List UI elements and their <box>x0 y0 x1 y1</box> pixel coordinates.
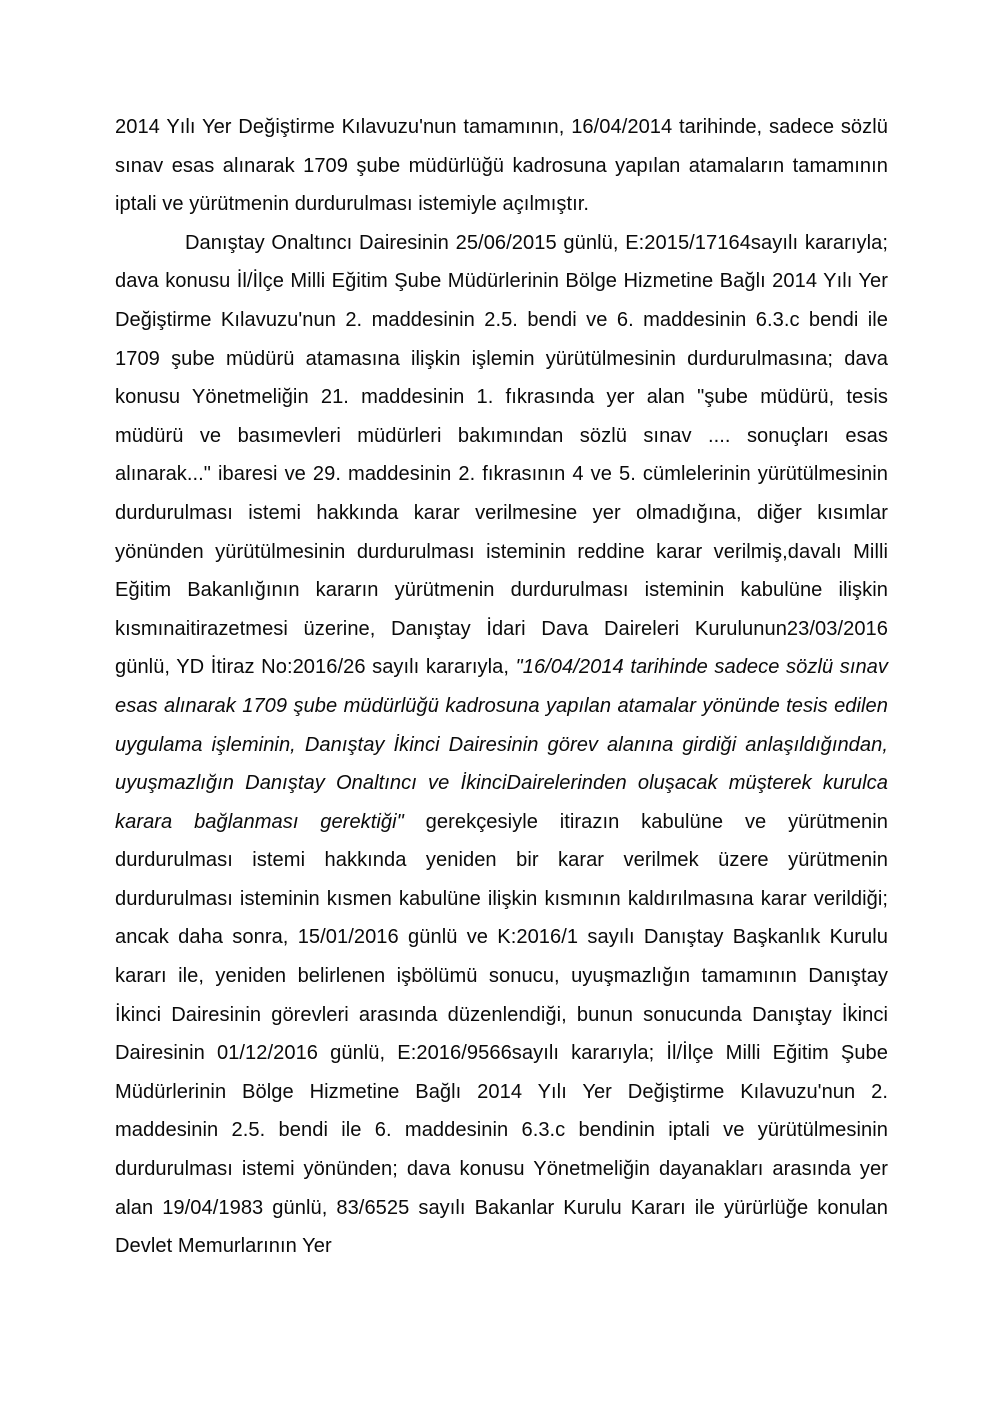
paragraph-2-trailing-text: gerekçesiyle itirazın kabulüne ve yürütmenin durdurulması istemi hakkında yeniden bir karar verilmek üzere yürütmenin durdurulması isteminin kısmen kabulüne ilişkin kısmının kaldırılmasına karar verildiği; ancak daha sonra, 15/01/2016 günlü ve K:2016/1 sayılı Danıştay Başkanlık Kurulu kararı ile, yeniden belirlenen işbölümü sonucu, uyuşmazlığın tamamının Danıştay İkinci Dairesinin görevleri arasında düzenlendiği, bunun sonucunda Danıştay İkinci Dairesinin 01/12/2016 günlü, E:2016/9566sayılı kararıyla; İl/İlçe Milli Eğitim Şube Müdürlerinin Bölge Hizmetine Bağlı 2014 Yılı Yer Değiştirme Kılavuzu'nun 2. maddesinin 2.5. bendi ile 6. maddesinin 6.3.c bendinin iptali ve yürütülmesinin durdurulması istemi yönünden; dava konusu Yönetmeliğin dayanakları arasında yer alan 19/04/1983 günlü, 83/6525 sayılı Bakanlar Kurulu Kararı ile yürürlüğe konulan Devlet Memurlarının Yer <box>115 810 888 1258</box>
paragraph-1: 2014 Yılı Yer Değiştirme Kılavuzu'nun tamamının, 16/04/2014 tarihinde, sadece sözlü sınav esas alınarak 1709 şube müdürlüğü kadrosuna yapılan atamaların tamamının iptali ve yürütmenin durdurulması istemiyle açılmıştır. <box>115 116 888 216</box>
document-text-body <box>115 108 888 1266</box>
paragraph-2-italic-quotation: "16/04/2014 tarihinde sadece sözlü sınav esas alınarak 1709 şube müdürlüğü kadrosuna yapılan atamalar yönünde tesis edilen uygulama işleminin, Danıştay İkinci Dairesinin görev alanına girdiği anlaşıldığından, uyuşmazlığın Danıştay Onaltıncı ve İkinciDairelerinden oluşacak müşterek kurulca karara bağlanması gerektiği" <box>115 656 889 833</box>
paragraph-2 <box>115 224 888 1266</box>
paragraph-2-lead-text: Danıştay Onaltıncı Dairesinin 25/06/2015 günlü, E:2015/17164sayılı kararıyla; dava konusu İl/İlçe Milli Eğitim Şube Müdürlerinin Bölge Hizmetine Bağlı 2014 Yılı Yer Değiştirme Kılavuzu'nun 2. maddesinin 2.5. bendi ve 6. maddesinin 6.3.c bendi ile 1709 şube müdürü atamasına ilişkin işlemin yürütülmesinin durdurulmasına; dava konusu Yönetmeliğin 21. maddesinin 1. fıkrasında yer alan "şube müdürü, tesis müdürü ve basımevleri müdürleri bakımından sözlü sınav .... sonuçları esas alınarak..." ibaresi ve 29. maddesinin 2. fıkrasının 4 ve 5. cümlelerinin yürütülmesinin durdurulması istemi hakkında karar verilmesine yer olmadığına, diğer kısımlar yönünden yürütülmesinin durdurulması isteminin reddine karar verilmiş,davalı Milli Eğitim Bakanlığının kararın yürütmenin durdurulması isteminin kabulüne ilişkin kısmınaitirazetmesi üzerine, Danıştay İdari Dava Daireleri Kurulunun23/03/2016 günlü, YD İtiraz No:2016/26 sayılı kararıyla, <box>115 231 888 679</box>
